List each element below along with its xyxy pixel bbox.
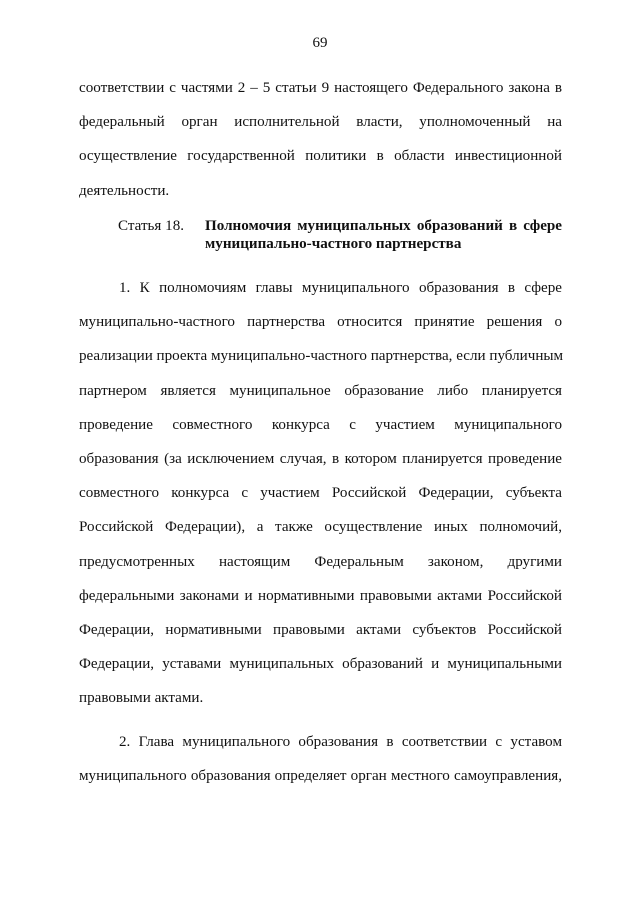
paragraph-1-line: правовыми актами. — [79, 690, 204, 707]
article-title-line: Полномочия муниципальных образований в сфере — [205, 218, 562, 234]
intro-line: деятельности. — [79, 182, 170, 199]
paragraph-1 — [79, 279, 562, 723]
paragraph-2-line: муниципального образования определяет орган местного самоуправления, — [79, 768, 562, 785]
paragraph-1-line: предусмотренных настоящим Федеральным законом, другими — [79, 553, 562, 570]
paragraph-1-line: совместного конкурса с участием Российской Федерации, субъекта — [79, 485, 562, 502]
paragraph-1-line: муниципально-частного партнерства относится принятие решения о — [79, 314, 562, 331]
paragraph-1-line: реализации проекта муниципально-частного партнерства, если публичным — [79, 348, 564, 365]
paragraph-1-line: Российской Федерации), а также осуществление иных полномочий, — [79, 519, 562, 536]
intro-line: федеральный орган исполнительной власти, уполномоченный на — [79, 114, 562, 131]
intro-paragraph — [79, 79, 562, 216]
paragraph-1-line: 1. К полномочиям главы муниципального образования в сфере — [119, 280, 562, 296]
page-number: 69 — [312, 35, 328, 51]
paragraph-1-line: проведение совместного конкурса с участием муниципального — [79, 416, 562, 433]
paragraph-1-line: Федерации, нормативными правовыми актами субъектов Российской — [79, 621, 562, 638]
article-title — [205, 217, 562, 253]
intro-line: осуществление государственной политики в области инвестиционной — [79, 148, 562, 165]
paragraph-2 — [79, 733, 562, 801]
paragraph-1-line: Федерации, уставами муниципальных образований и муниципальными — [79, 656, 562, 673]
paragraph-1-line: партнером является муниципальное образование либо планируется — [79, 382, 562, 399]
paragraph-1-line: образования (за исключением случая, в котором планируется проведение — [79, 450, 562, 467]
intro-line: соответствии с частями 2 – 5 статьи 9 настоящего Федерального закона в — [79, 80, 562, 96]
paragraph-1-line: федеральными законами и нормативными правовыми актами Российской — [79, 587, 562, 604]
paragraph-2-line: 2. Глава муниципального образования в соответствии с уставом — [119, 734, 562, 750]
article-title-line: муниципально-частного партнерства — [205, 236, 462, 252]
article-label: Статья 18. — [118, 218, 185, 234]
